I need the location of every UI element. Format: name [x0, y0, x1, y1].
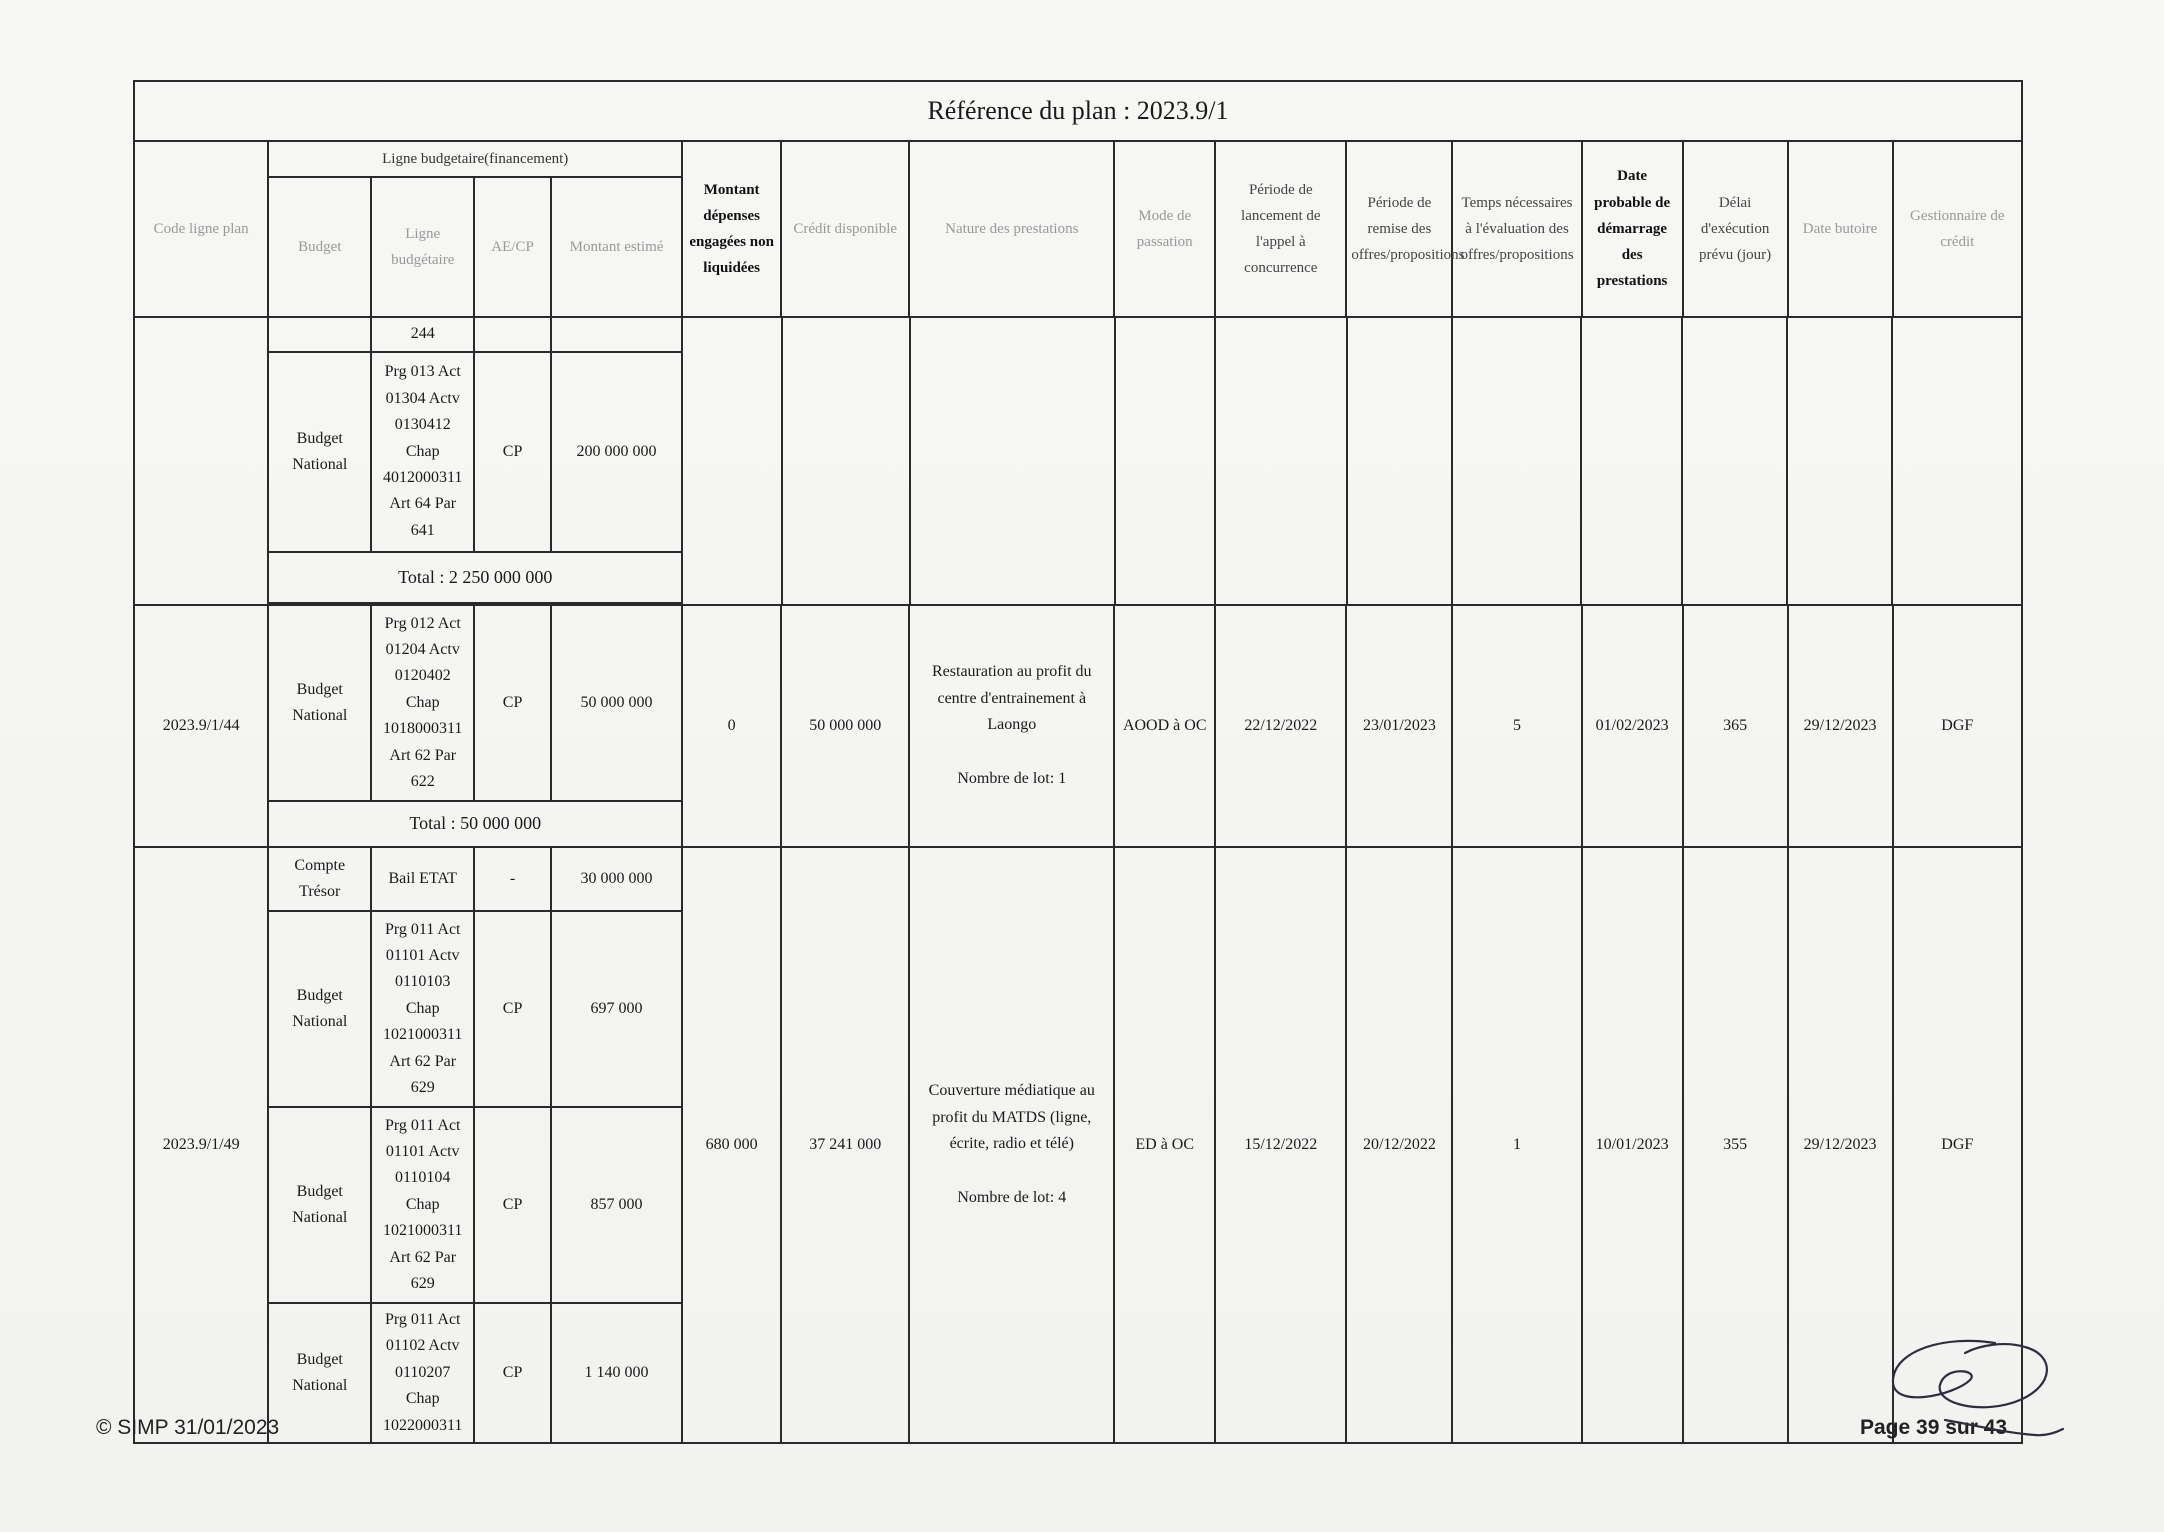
nombre-lot: Nombre de lot: 1: [957, 770, 1067, 788]
montant-estime-cell: 30 000 000: [551, 847, 682, 911]
credit-disponible-cell: 50 000 000: [781, 605, 909, 847]
header-nature-prestations: Nature des prestations: [909, 141, 1114, 317]
section-total: Total : 50 000 000: [268, 801, 682, 847]
ae-cp-cell: CP: [474, 1107, 551, 1303]
empty-aecp-cell: [474, 317, 551, 352]
nombre-lot: Nombre de lot: 4: [957, 1189, 1067, 1207]
montant-estime-cell: 857 000: [551, 1107, 682, 1303]
header-montant-estime: Montant estimé: [551, 177, 682, 317]
header-ligne-budgetaire-group: Ligne budgetaire(financement): [268, 141, 682, 177]
ae-cp-cell: CP: [474, 352, 551, 552]
nature-text: Couverture médiatique au profit du MATDS (ligne, écrite, radio et télé): [928, 1082, 1095, 1152]
procurement-plan-table: [133, 80, 2023, 1444]
footer-page-number: Page 39 sur 43: [1860, 1416, 2008, 1439]
date-butoire-cell: 29/12/2023: [1788, 847, 1893, 1443]
header-code-ligne: Code ligne plan: [134, 141, 268, 317]
nature-text: Restauration au profit du centre d'entrainement à Laongo: [932, 663, 1092, 733]
ae-cp-cell: CP: [474, 605, 551, 801]
mode-passation-cell: AOOD à OC: [1114, 605, 1215, 847]
section-total: Total : 2 250 000 000: [268, 552, 682, 603]
budget-cell: Budget National: [268, 605, 371, 801]
gestionnaire-credit-cell: DGF: [1893, 605, 2022, 847]
header-delai-execution: Délai d'exécution prévu (jour): [1683, 141, 1788, 317]
plan-reference-title: Référence du plan : 2023.9/1: [134, 81, 2022, 141]
nature-prestations-cell: [909, 847, 1114, 1443]
delai-execution-cell: 365: [1683, 605, 1788, 847]
delai-execution-cell: 355: [1683, 847, 1788, 1443]
ligne-budgetaire-cell: Bail ETAT: [371, 847, 474, 911]
date-demarrage-cell: 01/02/2023: [1582, 605, 1683, 847]
ae-cp-cell: -: [474, 847, 551, 911]
ligne-budgetaire-cell: Prg 011 Act 01101 Actv 0110104 Chap 1021000311 Art 62 Par 629: [371, 1107, 474, 1303]
budget-cell: Budget National: [268, 1107, 371, 1303]
nature-prestations-cell: [909, 605, 1114, 847]
budget-cell: Budget National: [268, 911, 371, 1107]
empty-code-cell: [134, 317, 268, 605]
budget-cell: Budget National: [268, 1303, 371, 1443]
ligne-budgetaire-cell: Prg 013 Act 01304 Actv 0130412 Chap 4012000311 Art 64 Par 641: [371, 352, 474, 552]
header-montant-depenses: Montant dépenses engagées non liquidées: [682, 141, 781, 317]
header-ligne: Ligne budgétaire: [371, 177, 474, 317]
header-mode-passation: Mode de passation: [1114, 141, 1215, 317]
empty-montant-cell: [551, 317, 682, 352]
ae-cp-cell: CP: [474, 1303, 551, 1443]
date-demarrage-cell: 10/01/2023: [1582, 847, 1683, 1443]
empty-budget-cell: [268, 317, 371, 352]
montant-estime-cell: 697 000: [551, 911, 682, 1107]
montant-depenses-cell: 0: [682, 605, 781, 847]
header-date-demarrage: Date probable de démarrage des prestations: [1582, 141, 1683, 317]
periode-lancement-cell: 22/12/2022: [1215, 605, 1346, 847]
header-ae-cp: AE/CP: [474, 177, 551, 317]
header-credit-disponible: Crédit disponible: [781, 141, 909, 317]
montant-estime-cell: 50 000 000: [551, 605, 682, 801]
montant-estime-cell: 1 140 000: [551, 1303, 682, 1443]
budget-cell: Budget National: [268, 352, 371, 552]
montant-depenses-cell: 680 000: [682, 847, 781, 1443]
code-ligne-plan-cell: 2023.9/1/44: [134, 605, 268, 847]
header-periode-lancement: Période de lancement de l'appel à concurrence: [1215, 141, 1346, 317]
temps-evaluation-cell: 5: [1452, 605, 1581, 847]
header-gestionnaire-credit: Gestionnaire de crédit: [1893, 141, 2022, 317]
mode-passation-cell: ED à OC: [1114, 847, 1215, 1443]
empty-plan-cells: [682, 317, 2022, 605]
temps-evaluation-cell: 1: [1452, 847, 1581, 1443]
code-ligne-plan-cell: 2023.9/1/49: [134, 847, 268, 1443]
header-date-butoire: Date butoire: [1788, 141, 1893, 317]
handwritten-signature: [1885, 1325, 2070, 1450]
ligne-budgetaire-cell: Prg 011 Act 01101 Actv 0110103 Chap 1021000311 Art 62 Par 629: [371, 911, 474, 1107]
budget-cell: Compte Trésor: [268, 847, 371, 911]
header-temps-evaluation: Temps nécessaires à l'évaluation des offres/propositions: [1452, 141, 1581, 317]
carry-ligne-cell: 244: [371, 317, 474, 352]
periode-lancement-cell: 15/12/2022: [1215, 847, 1346, 1443]
periode-remise-cell: 23/01/2023: [1346, 605, 1452, 847]
ligne-budgetaire-cell: Prg 011 Act 01102 Actv 0110207 Chap 1022000311: [371, 1303, 474, 1443]
date-butoire-cell: 29/12/2023: [1788, 605, 1893, 847]
ligne-budgetaire-cell: Prg 012 Act 01204 Actv 0120402 Chap 1018000311 Art 62 Par 622: [371, 605, 474, 801]
footer-copyright: © SIMP 31/01/2023: [96, 1416, 280, 1439]
gestionnaire-credit-cell: DGF: [1893, 847, 2022, 1443]
header-budget: Budget: [268, 177, 371, 317]
header-periode-remise: Période de remise des offres/propositions: [1346, 141, 1452, 317]
montant-estime-cell: 200 000 000: [551, 352, 682, 552]
periode-remise-cell: 20/12/2022: [1346, 847, 1452, 1443]
credit-disponible-cell: 37 241 000: [781, 847, 909, 1443]
ae-cp-cell: CP: [474, 911, 551, 1107]
